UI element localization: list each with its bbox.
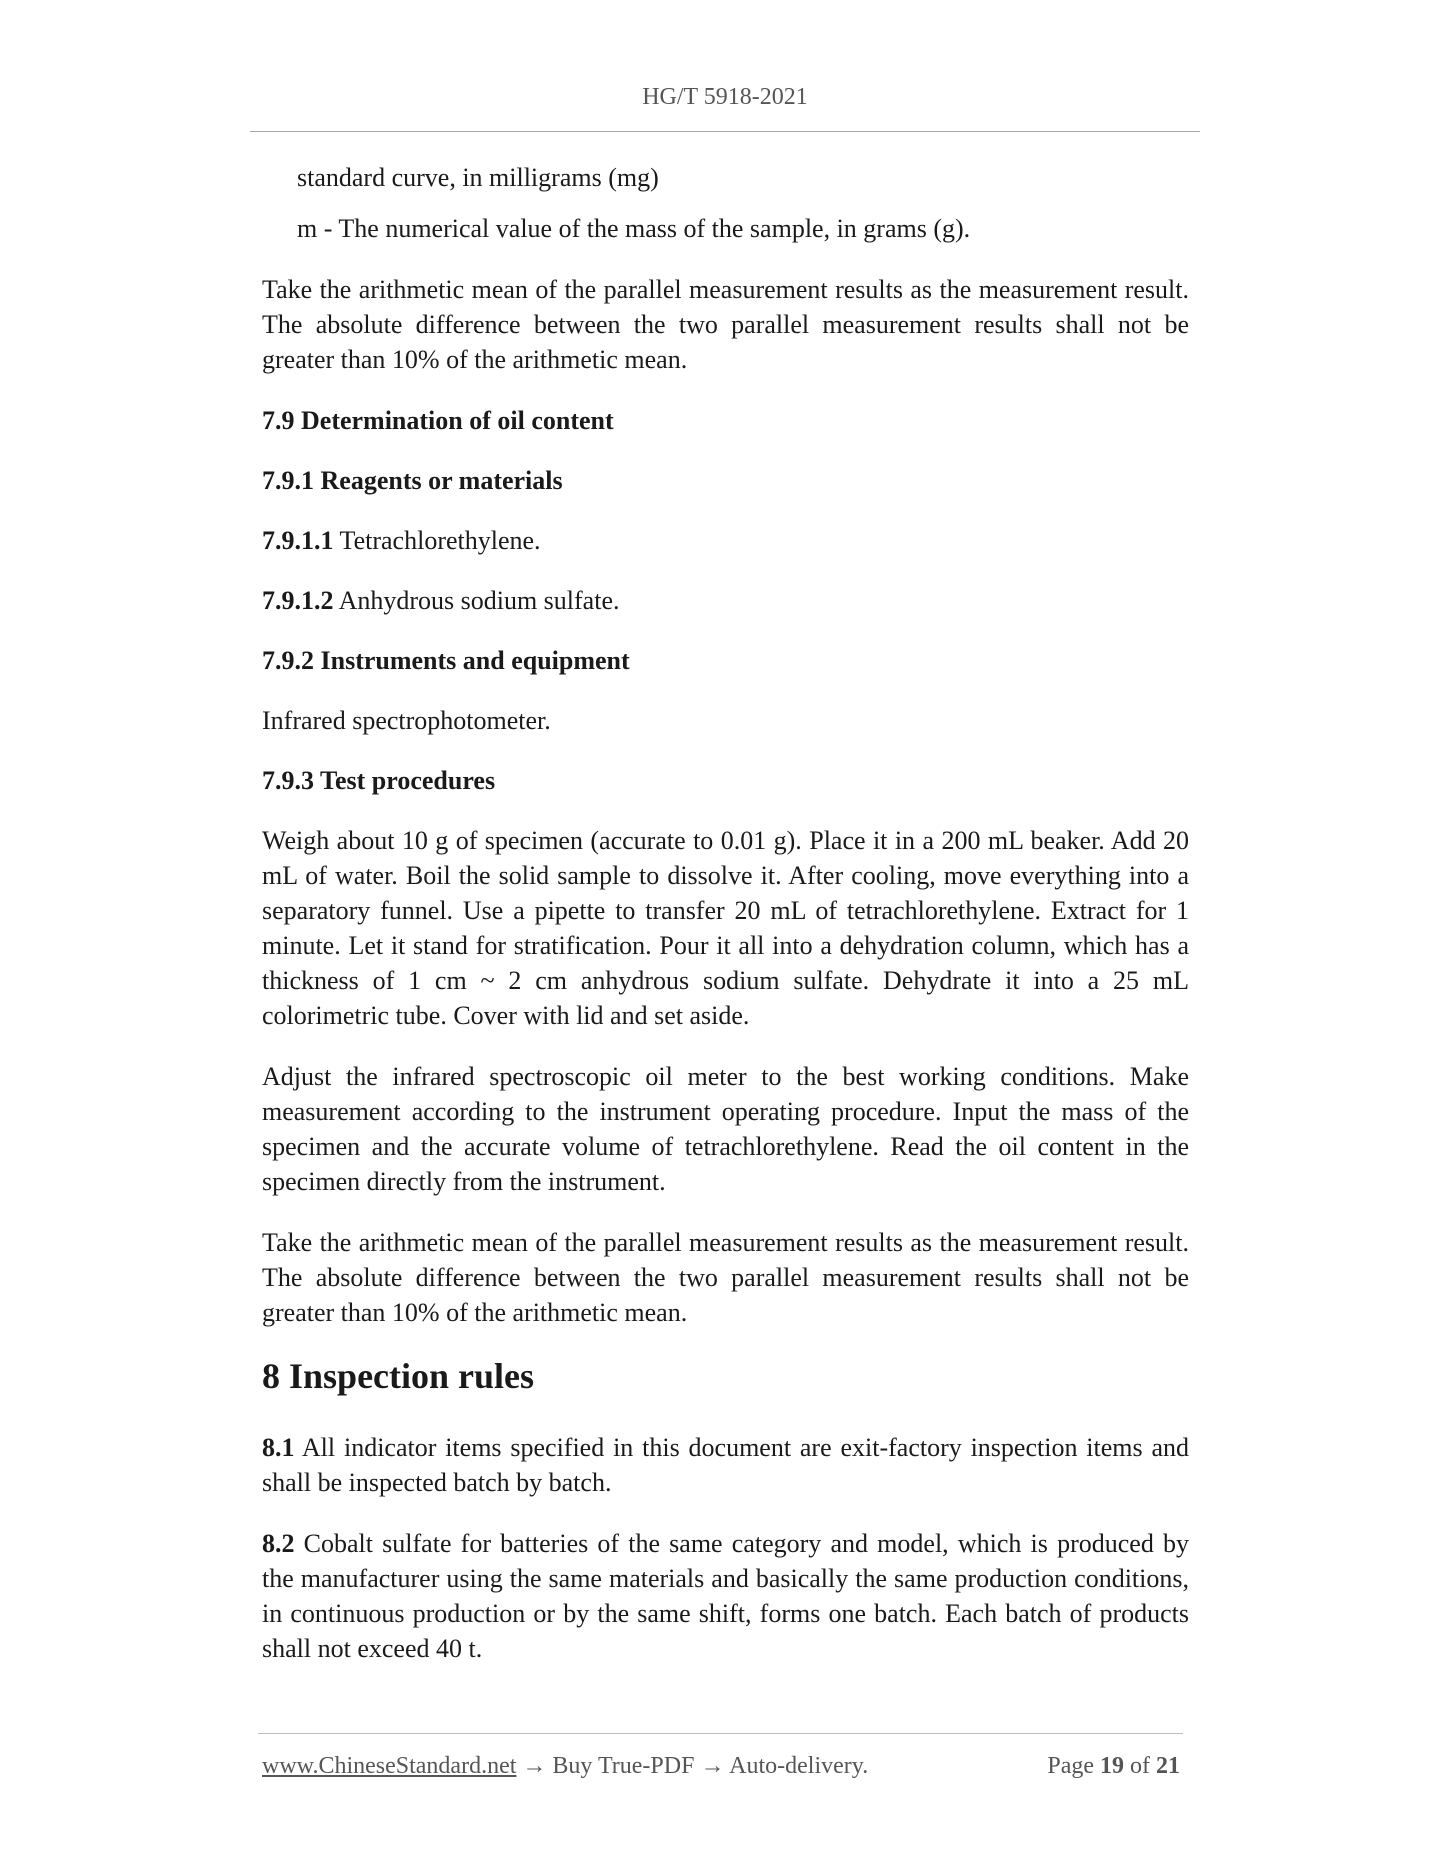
buy-pdf-text: Buy True-PDF <box>552 1753 695 1779</box>
instrument-text: Infrared spectrophotometer. <box>262 706 551 735</box>
paragraph-arithmetic-mean: Take the arithmetic mean of the parallel measurement results as the measurement result. The absolute difference between the two parallel measurement results shall not be greater than 10% of the arithmetic mean. <box>262 275 1189 374</box>
heading-7-9-3: 7.9.3 Test procedures <box>262 766 496 795</box>
page-footer <box>262 1753 1180 1780</box>
item-7-9-1-1 <box>262 523 1189 558</box>
procedure-paragraph-1: Weigh about 10 g of specimen (accurate to 0.01 g). Place it in a 200 mL beaker. Add 20 mL of water. Boil the solid sample to dissolve it. After cooling, move everything into a separatory funnel. Use a pipette to transfer 20 mL of tetrachlorethylene. Extract for 1 minute. Let it stand for stratification. Pour it all into a dehydration column, which has a thickness of 1 cm ~ 2 cm anhydrous sodium sulfate. Dehydrate it into a 25 mL colorimetric tube. Cover with lid and set aside. <box>262 826 1189 1030</box>
heading-7-9-1: 7.9.1 Reagents or materials <box>262 466 563 495</box>
item-number: 8.2 <box>262 1529 295 1558</box>
item-text: Anhydrous sodium sulfate. <box>333 586 620 615</box>
page-body <box>262 160 1189 1666</box>
procedure-paragraph-2: Adjust the infrared spectroscopic oil meter to the best working conditions. Make measurement according to the instrument operating procedure. Input the mass of the specimen and the accurate volume of tetrachlorethylene. Read the oil content in the specimen directly from the instrument. <box>262 1062 1189 1196</box>
site-link[interactable]: www.ChineseStandard.net <box>262 1753 517 1779</box>
item-8-1 <box>262 1430 1189 1500</box>
heading-7-9-2: 7.9.2 Instruments and equipment <box>262 646 630 675</box>
item-number: 7.9.1.1 <box>262 526 334 555</box>
page-label: Page <box>1047 1753 1100 1779</box>
running-header: HG/T 5918-2021 <box>642 84 808 110</box>
of-label: of <box>1124 1753 1156 1779</box>
total-pages: 21 <box>1156 1753 1180 1779</box>
variable-definition: m - The numerical value of the mass of the sample, in grams (g). <box>297 214 971 243</box>
item-number: 7.9.1.2 <box>262 586 334 615</box>
paragraph-arithmetic-mean-2: Take the arithmetic mean of the parallel measurement results as the measurement result. The absolute difference between the two parallel measurement results shall not be greater than 10% of the arithmetic mean. <box>262 1228 1189 1327</box>
item-8-2 <box>262 1526 1189 1666</box>
item-7-9-1-2 <box>262 583 1189 618</box>
heading-section-8: 8 Inspection rules <box>262 1356 535 1396</box>
item-text: Cobalt sulfate for batteries of the same category and model, which is produced by the manufacturer using the same materials and basically the same production conditions, in continuous production or by the same shift, forms one batch. Each batch of products shall not exceed 40 t. <box>262 1529 1189 1663</box>
current-page: 19 <box>1100 1753 1124 1779</box>
arrow-right-icon: → <box>516 1753 553 1779</box>
page-number <box>1047 1753 1180 1780</box>
arrow-right-icon: → <box>694 1753 730 1779</box>
item-text: All indicator items specified in this document are exit-factory inspection items and shall be inspected batch by batch. <box>262 1433 1189 1497</box>
footer-divider <box>258 1733 1183 1734</box>
item-text: Tetrachlorethylene. <box>333 526 541 555</box>
heading-7-9: 7.9 Determination of oil content <box>262 406 614 435</box>
continuation-line: standard curve, in milligrams (mg) <box>297 163 659 192</box>
item-number: 8.1 <box>262 1433 295 1462</box>
header-divider <box>250 131 1200 132</box>
auto-delivery-text: Auto-delivery. <box>729 1753 869 1779</box>
